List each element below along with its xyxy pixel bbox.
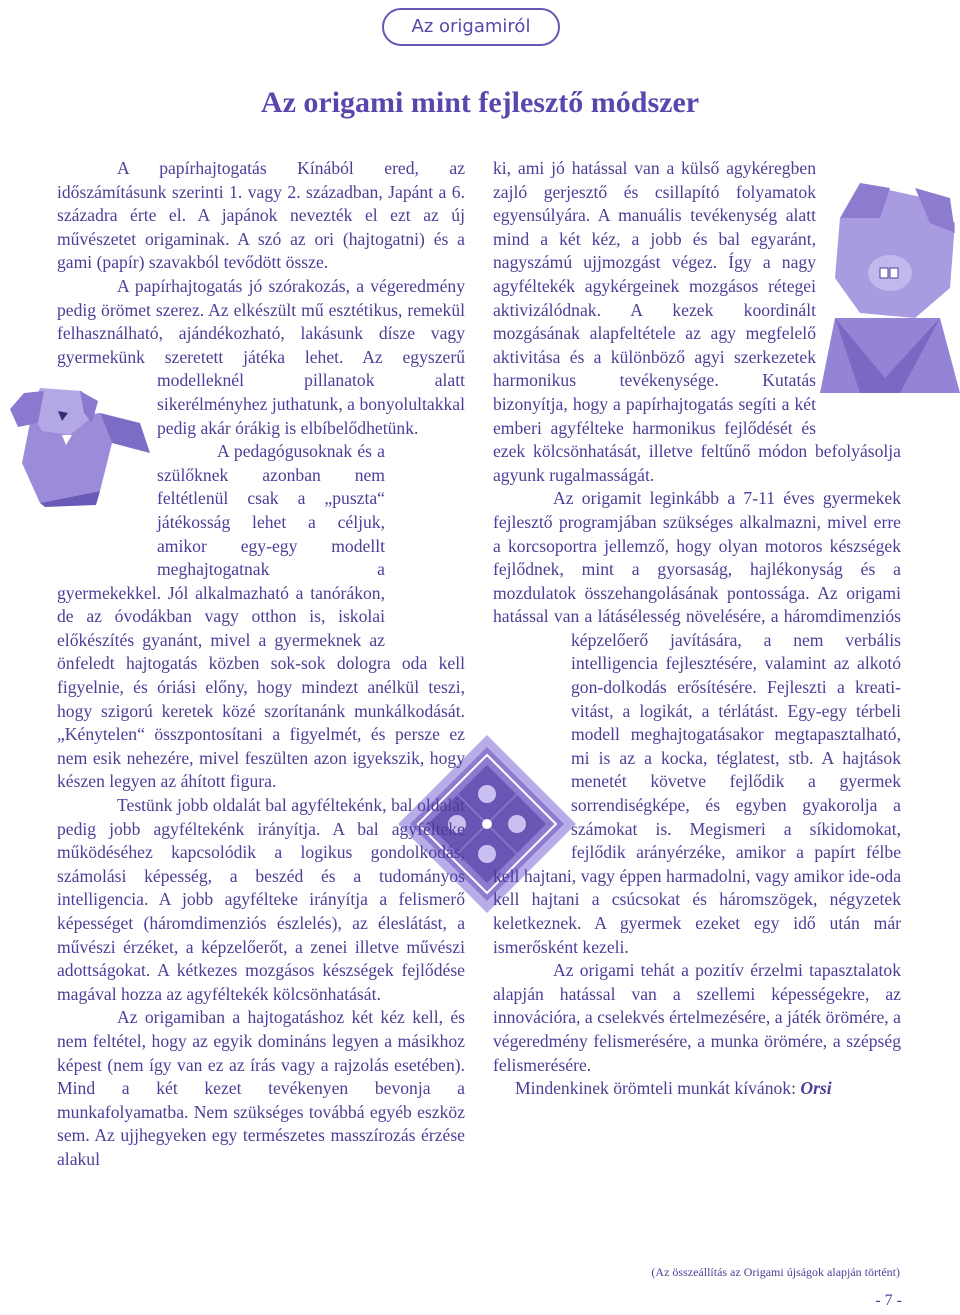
tile-wrap-spacer xyxy=(385,448,465,633)
section-badge: Az origamiról xyxy=(382,8,560,46)
left-column xyxy=(57,157,465,1172)
paragraph: ki, ami jó hatással van a külső agykéregben zajló gerjesztő és csillapító folyamatok egyensúlyára. A manuális tevékenység alatt mind a két kéz, a jobb és bal egyaránt, nagyszámú ujjmozgást végez. Így a nagy agyféltekék agykérgeinek mozgásos rétegei aktivizálódnak. A kezek koordinált mozgásának alapfeltétele az agy megfelelő aktivitása és a különböző agyi szerkezetek harmonikus tevékenysége. Kutatás bizonyítja, hogy a papírhajtogatás segíti a két emberi agyfélteke harmonikus fejlődését és ezek kölcsönhatását, illetve feltűnő módon befolyásolja agyunk rugalmasságát. xyxy=(493,158,901,485)
paragraph: A pedagógusoknak és a szülőknek azonban nem feltétlenül csak a „puszta“ játékosság lehet a céljuk, amikor egy-egy modellt meghajtogatnak a gyermekekkel. Jól alkalmazható a tanórákon, de az óvodákban vagy otthon is, iskolai előkészítés gyanánt, mivel a gyermeknek az önfeledt hajtogatás közben sok-sok dologra oda kell figyelnie, és óriási előny, hogy mindezt anélkül teszi, hogy szigorú keretek közé szorítanánk munkálkodását. „Kénytelen“ összpontosítani a figyelmét, és persze ez nem esik nehezére, mivel feszülten azon igyekszik, hogy készen legyen az áhított figura. xyxy=(57,441,465,792)
page-number: - 7 - xyxy=(875,1292,902,1309)
signature-text: Mindenkinek örömteli munkát kívánok: xyxy=(515,1078,796,1099)
paragraph: Testünk jobb oldalát bal agyféltekénk, bal oldalát pedig jobb agyféltekénk irányítja. A bal agyfélteke működéséhez kapcsolódik a logikus gondolkodás, számolási képesség, a beszéd és a tudományos intelligencia. A jobb agyfélteke irányítja a felismerő képességet (háromdimenziós észlelés), az éleslátást, a művészi érzéket, a képzelőerőt, a zenei illetve művészi adottságokat. A kétkezes mozgásos készségek fejlődése magával hozza az agyféltekék kölcsönhatását. xyxy=(57,795,465,1004)
bear-wrap-spacer xyxy=(816,157,901,427)
paragraph: Az origamiban a hajtogatáshoz két kéz kell, és nem feltétel, hogy az egyik domináns legyen a másikhoz képest (nem így van ez az írás vagy a rajzolás esetében). Mind a két kezet tevékenyen bevonja a munkafolyamatba. Nem szükséges továbbá egyéb eszköz sem. Az ujjhegyeken egy természetes masszírozás érzése alakul xyxy=(57,1007,465,1169)
signature-name: Orsi xyxy=(800,1078,832,1099)
dog-wrap-spacer xyxy=(57,370,157,580)
page-title: Az origami mint fejlesztő módszer xyxy=(260,86,700,119)
right-column xyxy=(493,157,901,1101)
paragraph: Az origami tehát a pozitív érzelmi tapasztalatok alapján hatással van a szellemi képességekre, az innovációra, a cselekvés értelmezésére, a játék örömére, a végeredmény felismerésére, a munka örömére, a szépség felismerésére. xyxy=(493,960,901,1075)
paragraph: A papírhajtogatás Kínából ered, az időszámításunk szerinti 1. vagy 2. században, Japánt a 6. századra érte el. A japánok nevezték el ezt az új művészetet origaminak. A szó az ori (hajtogatni) és a gami (papír) szavakból tevődött össze. xyxy=(57,158,465,273)
paragraph: A papírhajtogatás jó szórakozás, a végeredmény pedig örömet szerez. Az elkészült mű esztétikus, remekül felhasználható, ajándékozható, lakásunk dísze vagy gyermekünk szeretett játéka lehet. Az egyszerű modelleknél pillanatok alatt sikerélményhez juthatunk, a bonyolultakkal pedig akár órákig is elbíbelődhetünk. xyxy=(57,275,465,438)
signature-line xyxy=(493,1077,901,1101)
tile-wrap-spacer xyxy=(493,647,571,847)
paragraph: Az origamit leginkább a 7-11 éves gyermekek fejlesztő programjában szükséges alkalmazni, mivel erre a korcsoportra jellemző, hogy olyan motoros készségek fejlődnek, mint a gyorsaság, hajlékonyság és a mozdulatok összehangolásának pontossága. Az origami hatással van a látásélesség növelésére, a háromdimenziós képzelőerő javítására, a nem verbális intelligencia fejlesztésére, valamint az alkotó gon-dolkodás erősítésére. Fejleszti a kreati-vitást, a logikát, a térlátást. Egy-egy térbeli modell meghajtogatásakor megtapasztalható, mi is az a kocka, téglatest, stb. A hajtások menetét követve fejlődik a gyermek sorrendiségképe, és egyben gyakorolja a számokat is. Megismeri a síkidomokat, fejlődik arányérzéke, amikor a papírt félbe kell hajtani, vagy éppen harmadolni, vagy amikor ide-oda kell hajtani a csúcsokat és háromszögek, négyzetek keletkeznek. A gyermek ezeket egy idő után már ismerősként kezeli. xyxy=(493,488,901,957)
source-note: (Az összeállítás az Origami újságok alapján történt) xyxy=(651,1265,900,1279)
